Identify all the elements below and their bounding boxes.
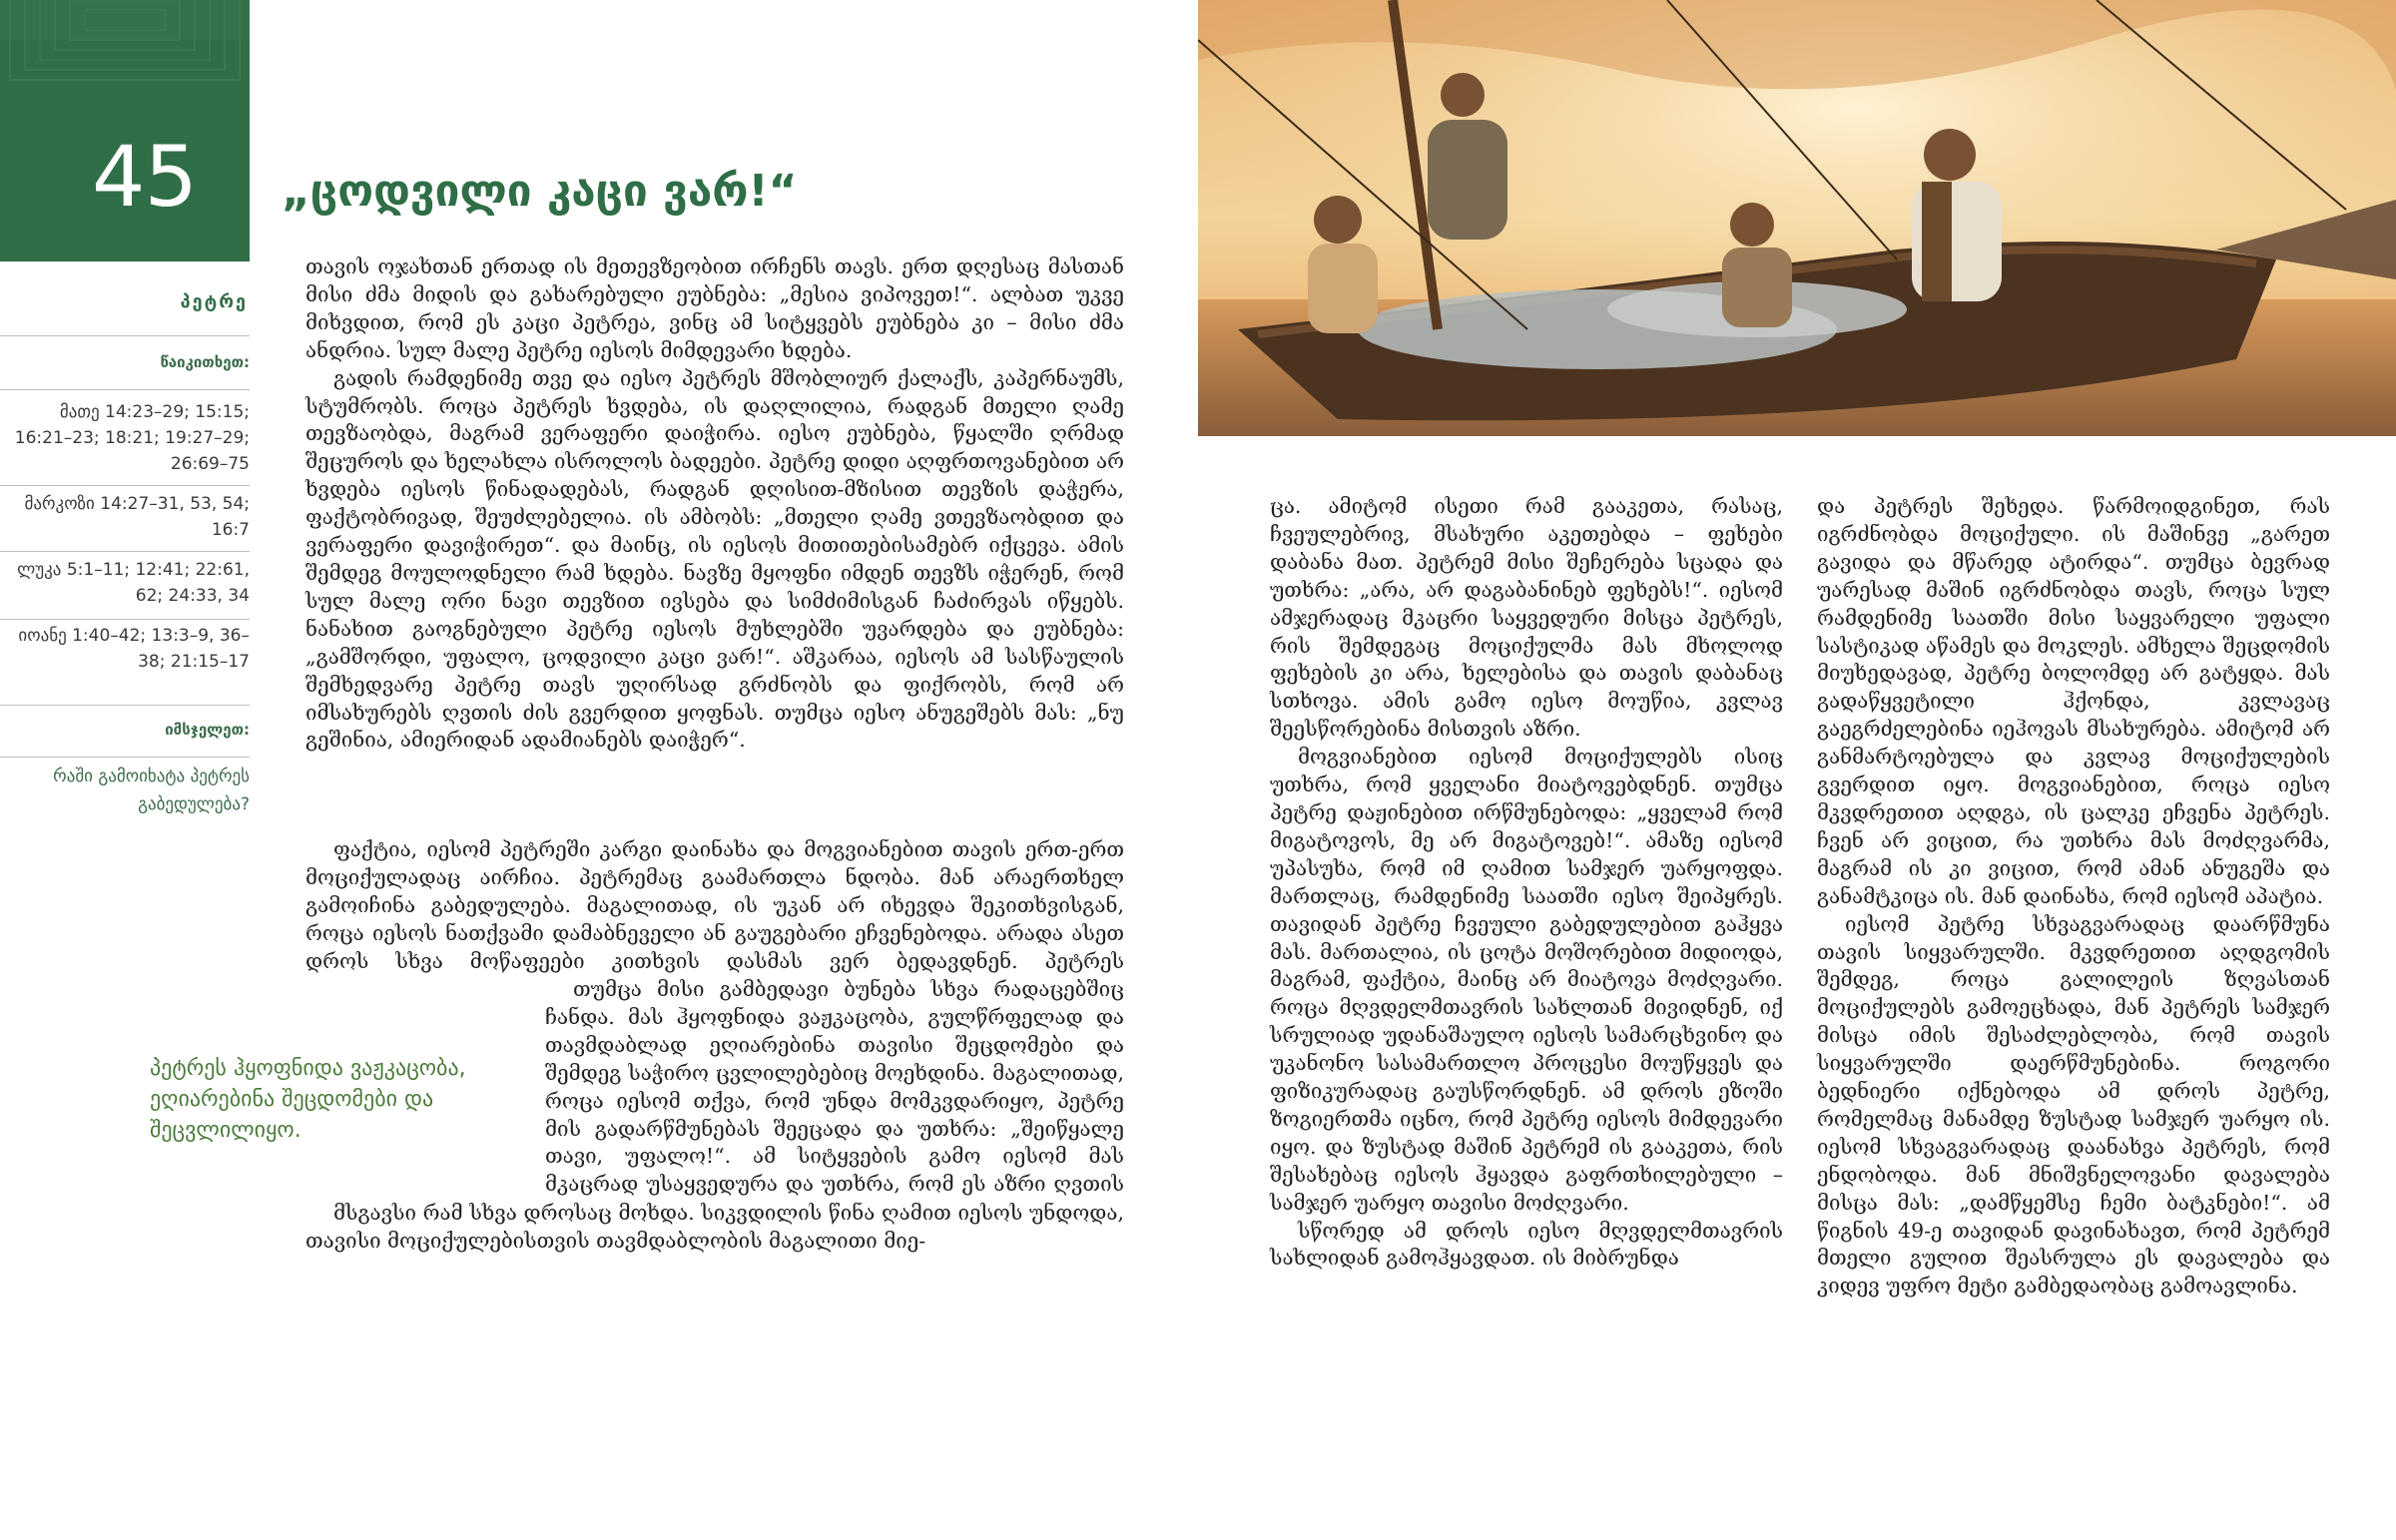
scripture-ref-matthew: მათე 14:23–29; 15:15; 16:21–23; 18:21; 19:27–29; 26:69–75 [14,402,250,474]
paragraph: მსგავსი რამ სხვა დროსაც მოხდა. სიკვდილის წინა ღამით იესოს უნდოდა, თავისი მოციქულებისთვის თავმდაბლობის მაგალითი მიე- [305,1201,1124,1253]
paragraph: გადის რამდენიმე თვე და იესო პეტრეს მშობლიურ ქალაქს, კაპერნაუმს, სტუმრობს. როცა პეტრეს ხვდება, ის დაღლილია, რადგან მთელი ღამე თევზაობდა, მაგრამ ვერაფერი დაიჭირა. იესო ეუბნება, წყალში ღრმად შეცუროს და ხელახლა ისროლოს ბადეები. პეტრე დიდი აღფრთოვანებით არ ხვდება იესოს წინადადებას, რადგან დღისით-მზისით თევზის დაჭერა, ფაქტობრივად, შეუძლებელია. ის ამბობს: „მთელი ღამე ვთევზაობდით და ვერაფერი დავიჭირეთ“. და მაინც, ის იესოს მითითებისამებრ იქცევა. ამის შემდეგ მოულოდნელი რამ ხდება. ნავზე მყოფნი იმდენ თევზს იჭერენ, რომ სულ მალე ორი ნავი თევზით ივსება და სიმძიმისგან ჩაძირვას იწყებს. ნანახით გაოგნებული პეტრე იესოს მუხლებში უვარდება და ეუბნება: „გამშორდი, უფალო, ცოდვილი კაცი ვარ!“. აშკარაა, იესოს ამ სასწაულის შემხედვარე პეტრე თავს უღირსად გრძნობს და ფიქრობს, რომ არ იმსახურებს ღვთის ძის გვერდით ყოფნას. თუმცა იესო ანუგეშებს მას: „ნუ გეშინია, ამიერიდან ადამიანებს დაიჭერ“. [305,365,1124,753]
chapter-title: „ცოდვილი კაცი ვარ!“ [282,166,798,217]
read-label: წაიკითხეთ: [160,353,250,371]
sidebar-divider [0,619,250,620]
sidebar-divider [0,389,250,390]
fishing-boat-illustration [1198,0,2396,436]
text-column-3 [1817,493,2330,1300]
paragraph: და პეტრეს შეხედა. წარმოიდგინეთ, რას იგრძნობდა მოციქული. ის მაშინვე „გარეთ გავიდა და მწარედ ატირდა“. თუმცა ბევრად უარესად მაშინ იგრძნობდა თავს, როცა სულ რამდენიმე საათში მისი საყვარელი უფალი სასტიკად აწამეს და მოკლეს. ამხელა შეცდომის მიუხედავად, პეტრე ბოლომდე არ გატყდა. მას გადაწყვეტილი ჰქონდა, კვლავაც გაეგრძელებინა იეჰოვას მსახურება. ამიტომ არ განმარტოებულა და კვლავ მოციქულების გვერდით იყო. მოგვიანებით, როცა იესო მკვდრეთით აღდგა, ის ცალკე ეჩვენა პეტრეს. ჩვენ არ ვიცით, რა უთხრა მას მოძღვარმა, მაგრამ ის კი ვიცით, რომ ამან ანუგეშა და განამტკიცა ის. მან დაინახა, რომ იესომ აპატია. [1817,494,2330,908]
paragraph: თუმცა მისი გამბედავი ბუნება სხვა რადაცებშიც ჩანდა. მას ჰყოფნიდა ვაჟკაცობა, გულწრფელად და თავმდაბლად ეღიარებინა თავისი შეცდომები და შემდეგ საჭირო ცვლილებებიც მოეხდინა. მაგალითად, როცა იესომ თქვა, რომ უნდა მომკვდარიყო, პეტრე მის გადარწმუნებას შეეცადა და უთხრა: „შეიწყალე თავი, უფალო!“. ამ სიტყვების გამო იესომ მას მკაცრად უსაყვედურა და უთხრა, რომ ეს აზრი ღვთის [545,977,1124,1197]
paragraph: თავის ოჯახთან ერთად ის მეთევზეობით ირჩენს თავს. ერთ დღესაც მასთან მისი ძმა მიდის და გახარებული ეუბნება: „მესია ვიპოვეთ!“. ალბათ უკვე მიხვდით, რომ ეს კაცი პეტრეა, ვინც ამ სიტყვებს ეუბნება კი – მისი ძმა ანდრია. სულ მალე პეტრე იესოს მიმდევარი ხდება. [305,255,1124,362]
sidebar-divider [0,485,250,486]
text-column-1-indent [545,976,1124,1200]
sidebar-person-name: პეტრე [180,291,248,312]
scripture-ref-john: იოანე 1:40–42; 13:3–9, 36–38; 21:15–17 [18,626,250,672]
text-column-1-top [305,254,1124,755]
paragraph: ცა. ამიტომ ისეთი რამ გააკეთა, რასაც, ჩვეულებრივ, მსახური აკეთებდა – ფეხები დაბანა მათ. პეტრემ მისი შეჩერება სცადა და უთხრა: „არა, არ დაგაბანინებ ფეხებს!“. იესომ ამჯერადაც მკაცრი საყვედური მისცა პეტრეს, რის შემდეგაც მოციქულმა მას მხოლოდ ფეხების კი არა, ხელებისა და თავის დაბანაც სთხოვა. ამის გამო იესო მოუწია, კვლავ შეესწორებინა მისთვის აზრი. [1270,494,1783,742]
paragraph: იესომ პეტრე სხვაგვარადაც დაარწმუნა თავის სიყვარულში. მკვდრეთით აღდგომის შემდეგ, როცა გალილეის ზღვასთან მოციქულებს გამოეცხადა, მან პეტრეს სამჯერ მისცა იმის შესაძლებლობა, რომ თავის სიყვარულში დაერწმუნებინა. როგორი ბედნიერი იქნებოდა ამ დროს პეტრე, რომელმაც მანამდე ზუსტად სამჯერ უარყო ის. იესომ სხვაგვარადაც დაანახვა პეტრეს, რომ ენდობოდა. მან მნიშვნელოვანი დავალება მისცა მას: „დამწყემსე ჩემი ბატკნები!“. ამ წიგნის 49-ე თავიდან დავინახავთ, რომ პეტრემ მთელი გულით შეასრულა ეს დავალება და კიდევ უფრო მეტი გამბედაობაც გამოავლინა. [1817,911,2330,1298]
scripture-ref-mark: მარკოზი 14:27–31, 53, 54; 16:7 [24,494,250,540]
ponder-question: რაში გამოიხატა პეტრეს გაბედულება? [53,767,250,814]
sidebar-divider [0,757,250,758]
scripture-ref-luke: ლუკა 5:1–11; 12:41; 22:61, 62; 24:33, 34 [17,560,250,606]
ponder-label: იმსჯელეთ: [165,721,250,739]
illustration-svg [1198,0,2396,436]
sidebar-divider [0,335,250,336]
chapter-number: 45 [92,128,197,226]
paragraph: სწორედ ამ დროს იესო მღვდელმთავრის სახლიდან გამოჰყავდათ. ის მიბრუნდა [1270,1218,1783,1271]
text-column-1-bottom [305,1200,1124,1423]
sidebar-divider [0,551,250,552]
sidebar-divider [0,705,250,706]
chapter-number-block [0,0,250,261]
text-column-1-mid [305,836,1124,976]
paragraph: მოგვიანებით იესომ მოციქულებს ისიც უთხრა, რომ ყველანი მიატოვებდნენ. თუმცა პეტრე დაჟინებით ირწმუნებოდა: „ყველამ რომ მიგატოვოს, მე არ მიგატოვებ!“. ამაზე იესომ უპასუხა, რომ იმ ღამით სამჯერ უარყოფდა. მართლაც, რამდენიმე საათში იესო შეიპყრეს. თავიდან პეტრე ჩვეული გაბედულებით გაჰყვა მას. მართალია, ის ცოტა მოშორებით მიდიოდა, მაგრამ, ფაქტია, მაინც არ მიატოვა მოძღვარი. როცა მღვდელმთავრის სახლთან მივიდნენ, იქ სრულიად უდანაშაულო იესოს სამარცხვინო და უკანონო სასამართლო პროცესი მოუწყვეს და ფიზიკურადაც გაუსწორდნენ. ამ დროს ეზოში ზოგიერთმა იცნო, რომ პეტრე იესოს მიმდევარი იყო. და ზუსტად მაშინ პეტრემ ის გააკეთა, რის შესახებაც იესოს ჰყავდა გაფრთხილებული – სამჯერ უარყო თავისი მოძღვარი. [1270,745,1783,1215]
text-column-2 [1270,493,1783,1273]
pull-quote: პეტრეს ჰყოფნიდა ვაჟკაცობა, ეღიარებინა შეცდომები და შეცვლილიყო. [150,1056,466,1143]
paragraph: ფაქტია, იესომ პეტრეში კარგი დაინახა და მოგვიანებით თავის ერთ-ერთ მოციქულადაც აირჩია. პეტრემაც გაამართლა ნდობა. მან არაერთხელ გამოიჩინა გაბედულება. მაგალითად, ის უკან არ იხევდა შეკითხვისგან, როცა იესოს ნათქვამი დამაბნეველი ან გაუგებარი ეჩვენებოდა. არადა ასეთ დროს სხვა მოწაფეები კითხვის დასმას ვერ ბედავდნენ. პეტრეს [305,837,1124,973]
